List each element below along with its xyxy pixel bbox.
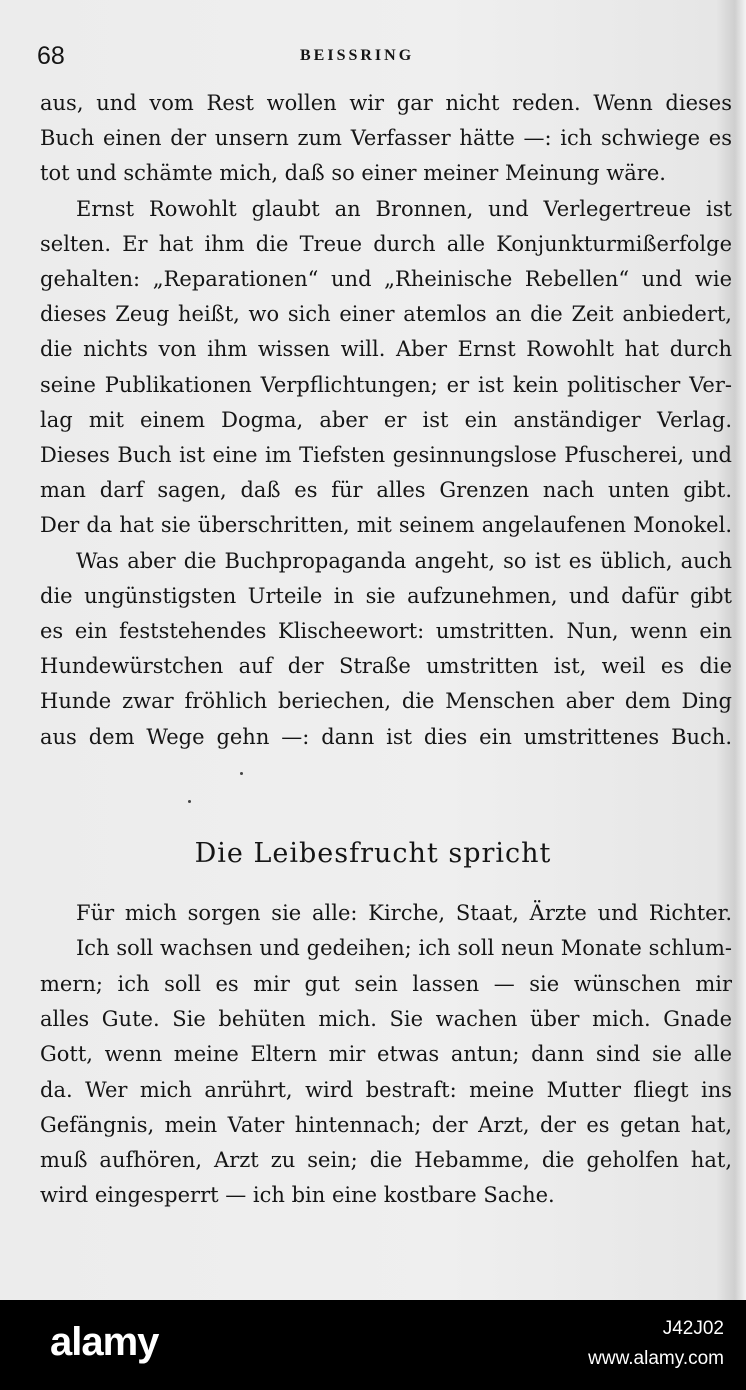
text-line: Für mich sorgen sie alle: Kirche, Staat, Ärzte und Richter. bbox=[76, 901, 732, 925]
watermark-bar bbox=[0, 1300, 746, 1390]
text-line: Hunde zwar fröhlich beriechen, die Menschen aber dem Ding bbox=[40, 689, 732, 714]
text-line: muß aufhören, Arzt zu sein; die Hebamme, die geholfen hat, bbox=[40, 1148, 732, 1173]
text-line: Buch einen der unsern zum Verfasser hätte —: ich schwiege es bbox=[40, 126, 732, 151]
text-line: Was aber die Buchpropaganda angeht, so ist es üblich, auch bbox=[76, 548, 732, 573]
text-line: seine Publikationen Verpflichtungen; er ist kein politischer Ver- bbox=[40, 372, 732, 397]
running-head: BEISSRING bbox=[300, 47, 415, 64]
text-line: selten. Er hat ihm die Treue durch alle Konjunkturmißerfolge bbox=[40, 231, 732, 256]
ink-speck bbox=[240, 772, 243, 775]
text-line: Ernst Rowohlt glaubt an Bronnen, und Verlegertreue ist bbox=[76, 196, 732, 221]
text-line: Gefängnis, mein Vater hintennach; der Arzt, der es getan hat, bbox=[40, 1112, 732, 1137]
text-line: da. Wer mich anrührt, wird bestraft: meine Mutter fliegt ins bbox=[40, 1077, 732, 1102]
section-heading: Die Leibesfrucht spricht bbox=[194, 838, 552, 869]
alamy-logo: alamy bbox=[50, 1320, 159, 1364]
text-line: alles Gute. Sie behüten mich. Sie wachen über mich. Gnade bbox=[40, 1006, 732, 1031]
text-line: die ungünstigsten Urteile in sie aufzunehmen, und dafür gibt bbox=[40, 583, 732, 608]
text-line: dieses Zeug heißt, wo sich einer atemlos an die Zeit anbiedert, bbox=[40, 302, 732, 327]
text-line: Der da hat sie überschritten, mit seinem angelaufenen Monokel. bbox=[40, 513, 732, 538]
watermark-site: www.alamy.com bbox=[588, 1348, 724, 1369]
text-line: mern; ich soll es mir gut sein lassen — sie wünschen mir bbox=[40, 971, 732, 996]
text-line: gehalten: „Reparationen“ und „Rheinische Rebellen“ und wie bbox=[40, 267, 732, 291]
text-line: Dieses Buch ist eine im Tiefsten gesinnungslose Pfuscherei, und bbox=[40, 443, 732, 467]
text-line: Hundewürstchen auf der Straße umstritten ist, weil es die bbox=[40, 654, 732, 679]
page-number: 68 bbox=[37, 42, 65, 70]
image-id: J42J02 bbox=[662, 1318, 724, 1339]
text-line: tot und schämte mich, daß so einer meiner Meinung wäre. bbox=[40, 161, 666, 186]
text-line: aus, und vom Rest wollen wir gar nicht reden. Wenn dieses bbox=[40, 91, 732, 115]
text-line: Ich soll wachsen und gedeihen; ich soll neun Monate schlum- bbox=[76, 936, 732, 961]
text-line: aus dem Wege gehn —: dann ist dies ein umstrittenes Buch. bbox=[40, 724, 732, 749]
text-line: man darf sagen, daß es für alles Grenzen nach unten gibt. bbox=[40, 478, 732, 503]
text-line: wird eingesperrt — ich bin eine kostbare Sache. bbox=[40, 1183, 555, 1208]
text-line: es ein feststehendes Klischeewort: umstritten. Nun, wenn ein bbox=[40, 619, 732, 643]
text-line: lag mit einem Dogma, aber er ist ein anständiger Verlag. bbox=[40, 407, 732, 432]
text-line: Gott, wenn meine Eltern mir etwas antun; dann sind sie alle bbox=[40, 1042, 732, 1067]
ink-speck bbox=[188, 800, 191, 803]
text-line: die nichts von ihm wissen will. Aber Ernst Rowohlt hat durch bbox=[40, 337, 732, 362]
